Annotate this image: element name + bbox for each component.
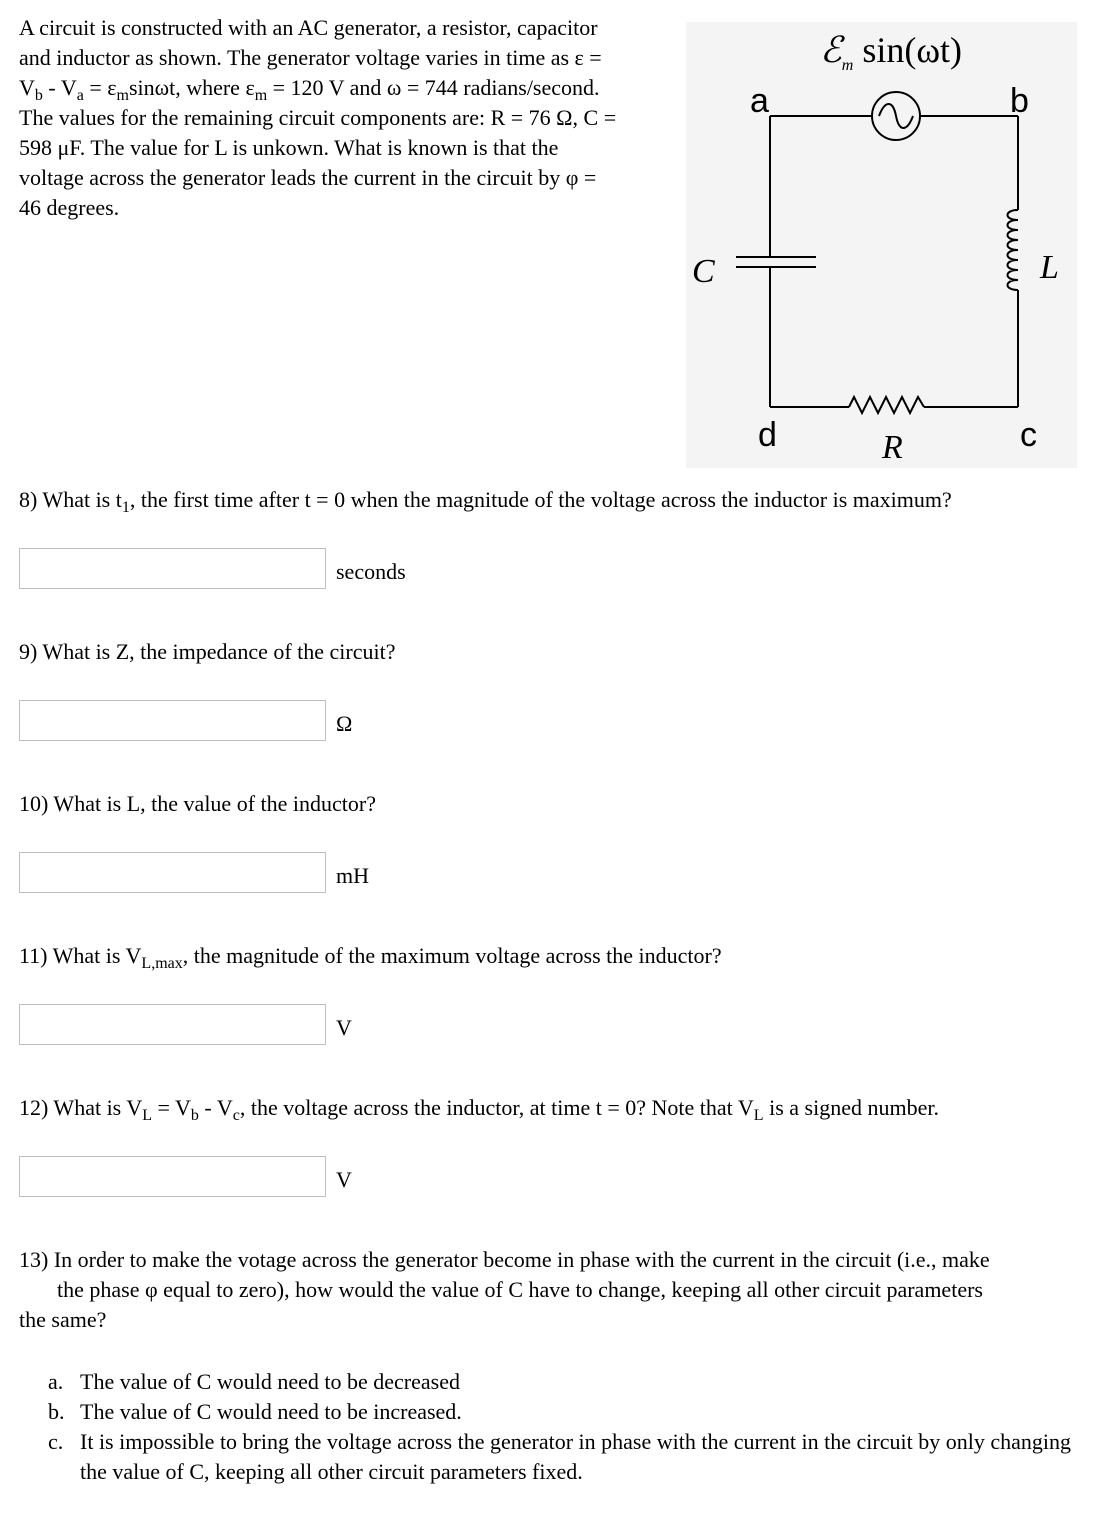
intro-line-4: The values for the remaining circuit components are: R = 76 Ω, C = [19, 105, 617, 130]
intro-line-6: voltage across the generator leads the current in the circuit by φ = [19, 165, 597, 190]
answer-input-q11[interactable] [19, 1004, 326, 1045]
node-a: a [750, 82, 769, 120]
intro-line-1: A circuit is constructed with an AC generator, a resistor, capacitor [19, 15, 598, 40]
intro-line-2: and inductor as shown. The generator voltage varies in time as ε = [19, 45, 602, 70]
node-b: b [1010, 82, 1029, 120]
answer-input-q8[interactable] [19, 548, 326, 589]
question-13-line-3: the same? [19, 1307, 107, 1332]
answer-input-q12[interactable] [19, 1156, 326, 1197]
question-13-line-1: 13) In order to make the votage across the generator become in phase with the current in the circuit (i.e., make [19, 1247, 990, 1272]
question-12: 12) What is $V_L = V_b - V_c$, the voltage across the inductor, at time t = 0? Note that $V_L$ is a signed number. [19, 1095, 939, 1124]
answer-input-q9[interactable] [19, 700, 326, 741]
question-8: 8) What is $t_1$, the first time after t = 0 when the magnitude of the voltage across the inductor is maximum? [19, 487, 952, 516]
question-9: 9) What is Z, the impedance of the circuit? [19, 639, 396, 664]
answer-input-q10[interactable] [19, 852, 326, 893]
label-R: R [882, 429, 903, 466]
intro-line-3: $V_b - V_a = \varepsilon_m\sin\omega t$, where $\varepsilon_m = 120$ V and ω = 744 radians/second. [19, 75, 600, 104]
intro-line-7: 46 degrees. [19, 195, 120, 220]
unit-q11: V [336, 1015, 352, 1040]
node-c: c [1020, 416, 1037, 454]
unit-q9: Ω [336, 711, 353, 736]
ac-sine-icon [879, 104, 913, 128]
label-C: C [692, 253, 715, 290]
choice-c[interactable]: c. It is impossible to bring the voltage across the generator in phase with the current in the circuit by only changing the value of C, keeping all other circuit parameters fixed. [48, 1429, 1071, 1484]
intro-line-5: 598 μF. The value for L is unkown. What is known is that the [19, 135, 559, 160]
question-10: 10) What is L, the value of the inductor? [19, 791, 376, 816]
circuit-diagram [686, 22, 1077, 468]
question-11: 11) What is $V_{L,max}$, the magnitude of the maximum voltage across the inductor? [19, 943, 722, 972]
node-d: d [758, 416, 777, 454]
unit-q10: mH [336, 863, 369, 888]
resistor-zigzag-icon [849, 397, 924, 413]
question-13 [19, 1245, 1089, 1335]
answer-choices [48, 1367, 1088, 1487]
unit-q8: seconds [336, 559, 406, 584]
choice-b[interactable]: b. The value of C would need to be increased. [48, 1399, 462, 1424]
question-13-line-2: the phase φ equal to zero), how would the value of C have to change, keeping all other circuit parameters [57, 1277, 983, 1302]
source-label: ℰ$_m$ sin(ωt) [820, 30, 963, 74]
inductor-coil-icon [1008, 210, 1019, 290]
problem-statement [19, 13, 671, 223]
choice-a[interactable]: a. The value of C would need to be decreased [48, 1369, 460, 1394]
label-L: L [1040, 249, 1059, 286]
unit-q12: V [336, 1167, 352, 1192]
